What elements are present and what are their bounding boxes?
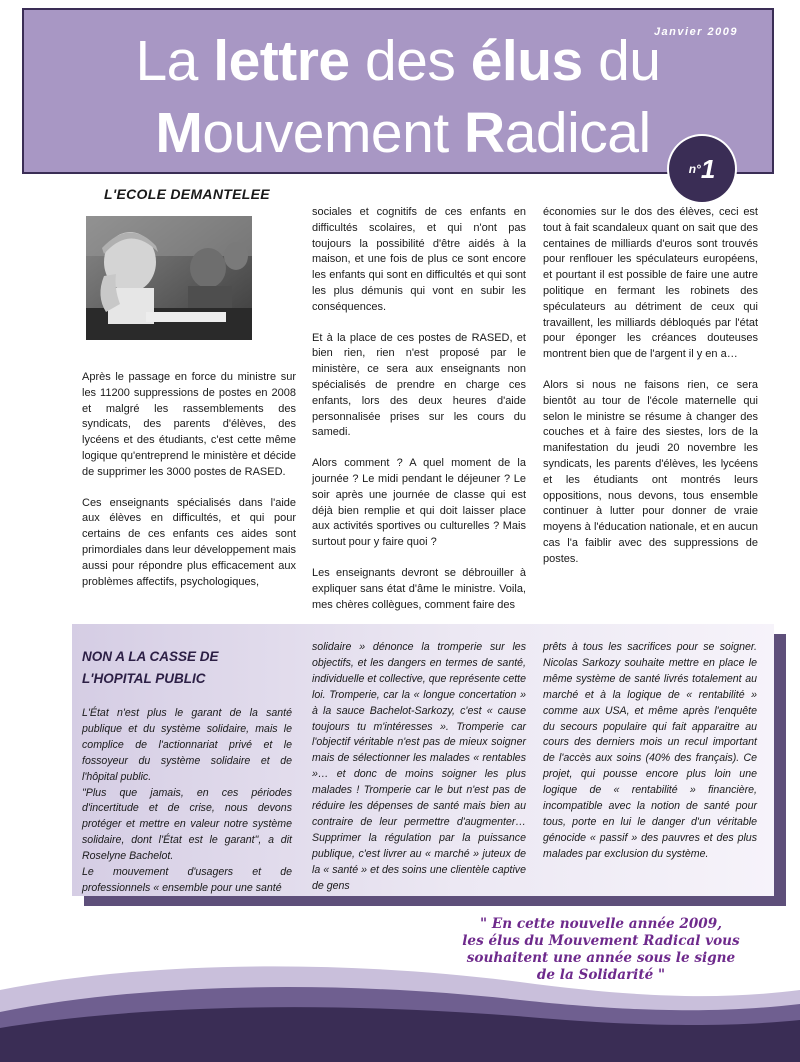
boxed-column-3 <box>543 640 757 863</box>
title-line: L'HOPITAL PUBLIC <box>82 671 206 686</box>
paragraph: solidaire » dénonce la tromperie sur les objectifs, et les dangers en termes de santé, individuelle et collective, que représente cette loi. Tromperie, car la « longue concertation » à la sauce Bachelot-Sarkozy, c'est « cause toujours tu m'intéresses ». Tromperie car l'objectif véritable n'est pas de mieux soigner mais de sélectionner les malades « rentables »… et donc de moins soigner les plus malades ! Tromperie car le but n'est pas de réduire les dépenses de santé mais bien au contraire de leur permettre d'augmenter… Supprimer la régulation par la puissance publique, c'est livrer au « marché » juteux de la « santé » et des soins une clientèle captive de gens <box>312 641 526 892</box>
paragraph: économies sur le dos des élèves, ceci est tout à fait scandaleux quant on sait que des centaines de milliards d'euros sont trouvés pour renflouer les spéculateurs européens, et pourtant il est possible de faire une autre politique en fermant les robinets des spéculateurs au détriment de ceux qui travaillent, les milliards débloqués par l'état pour éponger les créances douteuses montrent bien que de l'argent il y en a… <box>543 206 758 361</box>
title-word: ouvement <box>202 101 465 165</box>
article-column-1 <box>82 370 296 605</box>
issue-label: n° <box>688 162 701 176</box>
paragraph: L'État n'est plus le garant de la santé publique et du système solidaire, mais le complice de l'actionnariat privé et le fossoyeur du système solidaire et de l'hôpital public. <box>82 707 292 783</box>
title-word: adical <box>504 101 651 165</box>
paragraph: Et à la place de ces postes de RASED, et bien rien, rien n'est proposé par le ministère, ce sera aux enseignants non spécialisés de prendre en charge ces enfants, lors des deux heures d'aide personnalisée prises sur les cours du samedi. <box>312 331 526 439</box>
paragraph: Les enseignants devront se débrouiller à expliquer sans état d'âme le ministre. Voila, mes chères collègues, comment faire des <box>312 566 526 611</box>
greeting-line: " En cette nouvelle année 2009, <box>480 916 722 932</box>
paragraph: prêts à tous les sacrifices pour se soigner. Nicolas Sarkozy souhaite mettre en place le même système de santé livrés totalement au marché et à la logique de « rentabilité » comme aux USA, et même après l'enquête du secours populaire qui fait apparaitre au cours des derniers mois un recul important de l'accès aux soins (40% des français). Ce projet, qui pousse encore plus loin une logique de « rentabilité » financière, incompatible avec la notion de santé pour tous, porte en lui le danger d'un véritable génocide « passif » des pauvres et des plus malades par exclusion du système. <box>543 641 757 860</box>
issue-number: 1 <box>700 154 716 184</box>
title-letter-bold: R <box>464 101 505 165</box>
article-photo <box>86 216 252 340</box>
paragraph: Le mouvement d'usagers et de professionnels « ensemble pour une santé <box>82 866 292 894</box>
paragraph: Alors comment ? A quel moment de la journée ? Le midi pendant le déjeuner ? Le soir après une journée de classe qui est déjà bien remplie et qui doit laisser place aux activités sportives ou culturelles ? Mais surtout pour y faire quoi ? <box>312 457 526 549</box>
boxed-article-title <box>82 646 282 690</box>
issue-date: Janvier 2009 <box>653 26 738 38</box>
footer-wave-decoration <box>0 960 800 1062</box>
title-word: des <box>349 29 471 93</box>
title-line: NON A LA CASSE DE <box>82 649 219 664</box>
paragraph: sociales et cognitifs de ces enfants en difficultés scolaires, et qui n'ont pas toujours la possibilité d'être aidés à la maison, et une fois de plus ce sont encore les enfants qui sont en difficultés et qui sont les plus démunis qui vont en subir les conséquences. <box>312 206 526 313</box>
title-word: La <box>135 29 214 93</box>
title-word-bold: lettre <box>213 29 350 93</box>
title-word-bold: élus <box>470 29 583 93</box>
masthead-title-line-2 <box>24 102 772 164</box>
masthead <box>22 8 774 174</box>
issue-number-badge <box>669 136 735 202</box>
title-word: du <box>582 29 661 93</box>
article-column-3 <box>543 205 758 583</box>
paragraph: Alors si nous ne faisons rien, ce sera bientôt au tour de l'école maternelle qui selon le ministre se résume à changer des couches et à faire des siestes, lors de la manifestation du jeudi 20 novembre les syndicats, les parents d'élèves, les lycéens et les étudiants ont montrés leurs oppositions, nous devons, tous ensemble continuer à lutter pour donner de vraie moyens à l'éducation nationale, et en aucun cas l'a faiblir avec des suppressions de postes. <box>543 378 758 565</box>
paragraph: "Plus que jamais, en ces périodes d'incertitude et de crise, nous devons protéger et mettre en valeur notre système solidaire, dont l'État est le garant", a dit Roselyne Bachelot. <box>82 786 292 863</box>
classroom-photo-illustration <box>86 216 252 340</box>
article-column-2 <box>312 205 526 628</box>
boxed-column-2 <box>312 640 526 895</box>
article-title: L'ECOLE DEMANTELEE <box>104 186 270 202</box>
paragraph: Ces enseignants spécialisés dans l'aide aux élèves en difficultés, et qui pour certains de ces enfants ces aides sont primordiales dans leur développement mais aussi pour répondre plus efficacement aux problèmes affectifs, psychologiques, <box>82 496 296 588</box>
greeting-line: les élus du Mouvement Radical vous <box>462 933 740 949</box>
greeting-line: de la Solidarité " <box>536 967 666 983</box>
paragraph: Après le passage en force du ministre sur les 11200 suppressions de postes en 2008 et malgré les rassemblements des syndicats, des parents d'élèves, des lycéens et des étudiants, c'est cette même logique qu'entreprend le ministère et décide de supprimer les 3000 postes de RASED. <box>82 371 296 478</box>
title-letter-bold: M <box>155 101 203 165</box>
masthead-title-line-1 <box>24 30 772 92</box>
greeting-line: souhaitent une année sous le signe <box>466 950 736 966</box>
boxed-column-1 <box>82 706 292 897</box>
